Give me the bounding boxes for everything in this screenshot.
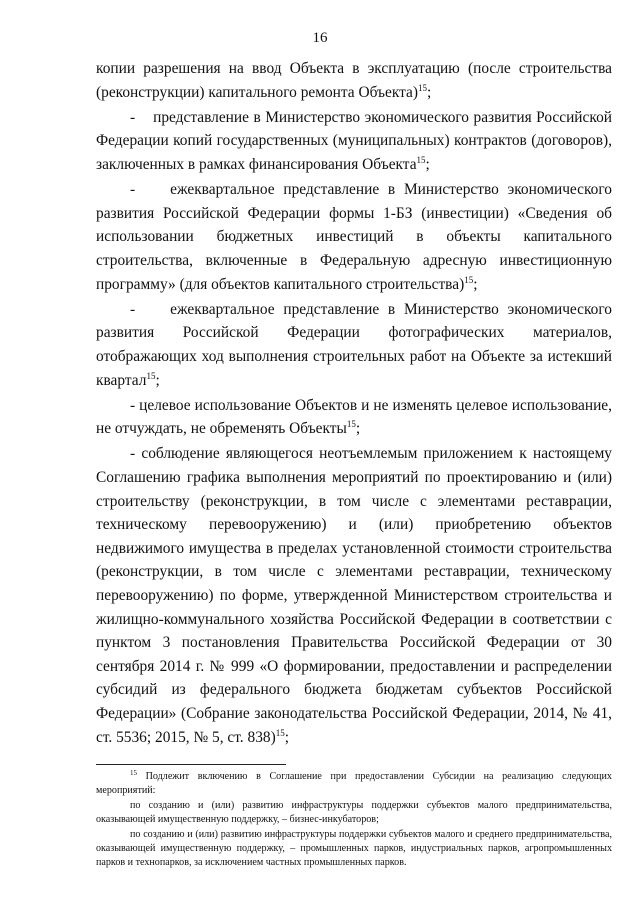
footnote-ref: 15 (416, 154, 426, 165)
footnote-text: по созданию и (или) развитию инфраструктуры поддержки субъектов малого и среднего предпринимательства, оказывающей имущественную поддержку, – промышленных парков, индустриальных парков, агропромышленных парков и технопарков, за исключением частных промышленных парков. (96, 828, 612, 869)
footnote-separator (96, 764, 286, 765)
paragraph-photo-materials (96, 298, 616, 392)
paragraph-text: копии разрешения на ввод Объекта в эксплуатацию (после строительства (реконструкции) капитального ремонта Объекта) (96, 60, 612, 101)
footnote-text: по созданию и (или) развитию инфраструктуры поддержки субъектов малого предпринимательства, оказывающей имущественную поддержку, – бизнес-инкубаторов; (96, 799, 612, 826)
paragraph-tail: ; (425, 155, 430, 173)
footnote-line (96, 799, 612, 828)
footnote-ref: 15 (464, 274, 474, 285)
footnote-ref: 15 (418, 82, 427, 93)
footnote-marker: 15 (130, 769, 137, 777)
paragraph-text: - целевое использование Объектов и не изменять целевое использование, не отчуждать, не обременять Объекты (96, 396, 612, 438)
paragraph-permit-copies (96, 57, 612, 104)
paragraph-tail: ; (427, 83, 432, 101)
footnote-line (96, 828, 612, 871)
footnote-block (96, 770, 612, 871)
paragraph-text: - соблюдение являющегося неотъемлемым приложением к настоящему Соглашению графика выполнения мероприятий по проектированию и (или) строительству (реконструкции, в том числе с элементами реставрации, техническому перевооружению) и (или) приобретению объектов недвижимого имущества в пределах установленной стоимости строительства (реконструкции, в том числе с элементами реставрации, техническому перевооружению) по форме, утвержденной Министерством строительства и жилищно-коммунального хозяйства Российской Федерации в соответствии с пунктом 3 постановления Правительства Российской Федерации от 30 сентября 2014 г. № 999 «О формировании, предоставлении и распределении субсидий из федерального бюджета бюджетам субъектов Российской Федерации» (Собрание законодательства Российской Федерации, 2014, № 41, ст. 5536; 2015, № 5, ст. 838) (96, 445, 612, 746)
footnote-ref: 15 (146, 370, 156, 381)
paragraph-form-1bz (96, 178, 616, 296)
paragraph-text: - представление в Министерство экономического развития Российской Федерации копий государственных (муниципальных) контрактов (договоров), заключенных в рамках финансирования Объекта (96, 108, 616, 173)
paragraph-text: - ежеквартальное представление в Министерство экономического развития Российской Федерации фотографических материалов, отображающих ход выполнения строительных работ на Объекте за истекший квартал (96, 300, 616, 389)
paragraph-tail: ; (155, 371, 160, 389)
paragraph-schedule-compliance (96, 442, 612, 749)
paragraph-text: - ежеквартальное представление в Министерство экономического развития Российской Федерации формы 1-БЗ (инвестиции) «Сведения об использовании бюджетных инвестиций в объекты капитального строительства, включенные в Федеральную адресную инвестиционную программу» (для объектов капитального строительства) (96, 181, 616, 293)
footnote-ref: 15 (275, 727, 285, 738)
footnote-ref: 15 (346, 419, 356, 430)
paragraph-contract-copies (96, 106, 616, 177)
paragraph-tail: ; (473, 275, 478, 293)
paragraph-target-use (96, 394, 612, 441)
document-body (96, 57, 616, 751)
footnote-line (96, 770, 612, 799)
page-number: 16 (312, 30, 328, 46)
paragraph-tail: ; (355, 420, 361, 438)
footnote-text: Подлежит включению в Соглашение при предоставлении Субсидии на реализацию следующих мероприятий: (96, 771, 612, 797)
paragraph-tail: ; (284, 728, 289, 746)
